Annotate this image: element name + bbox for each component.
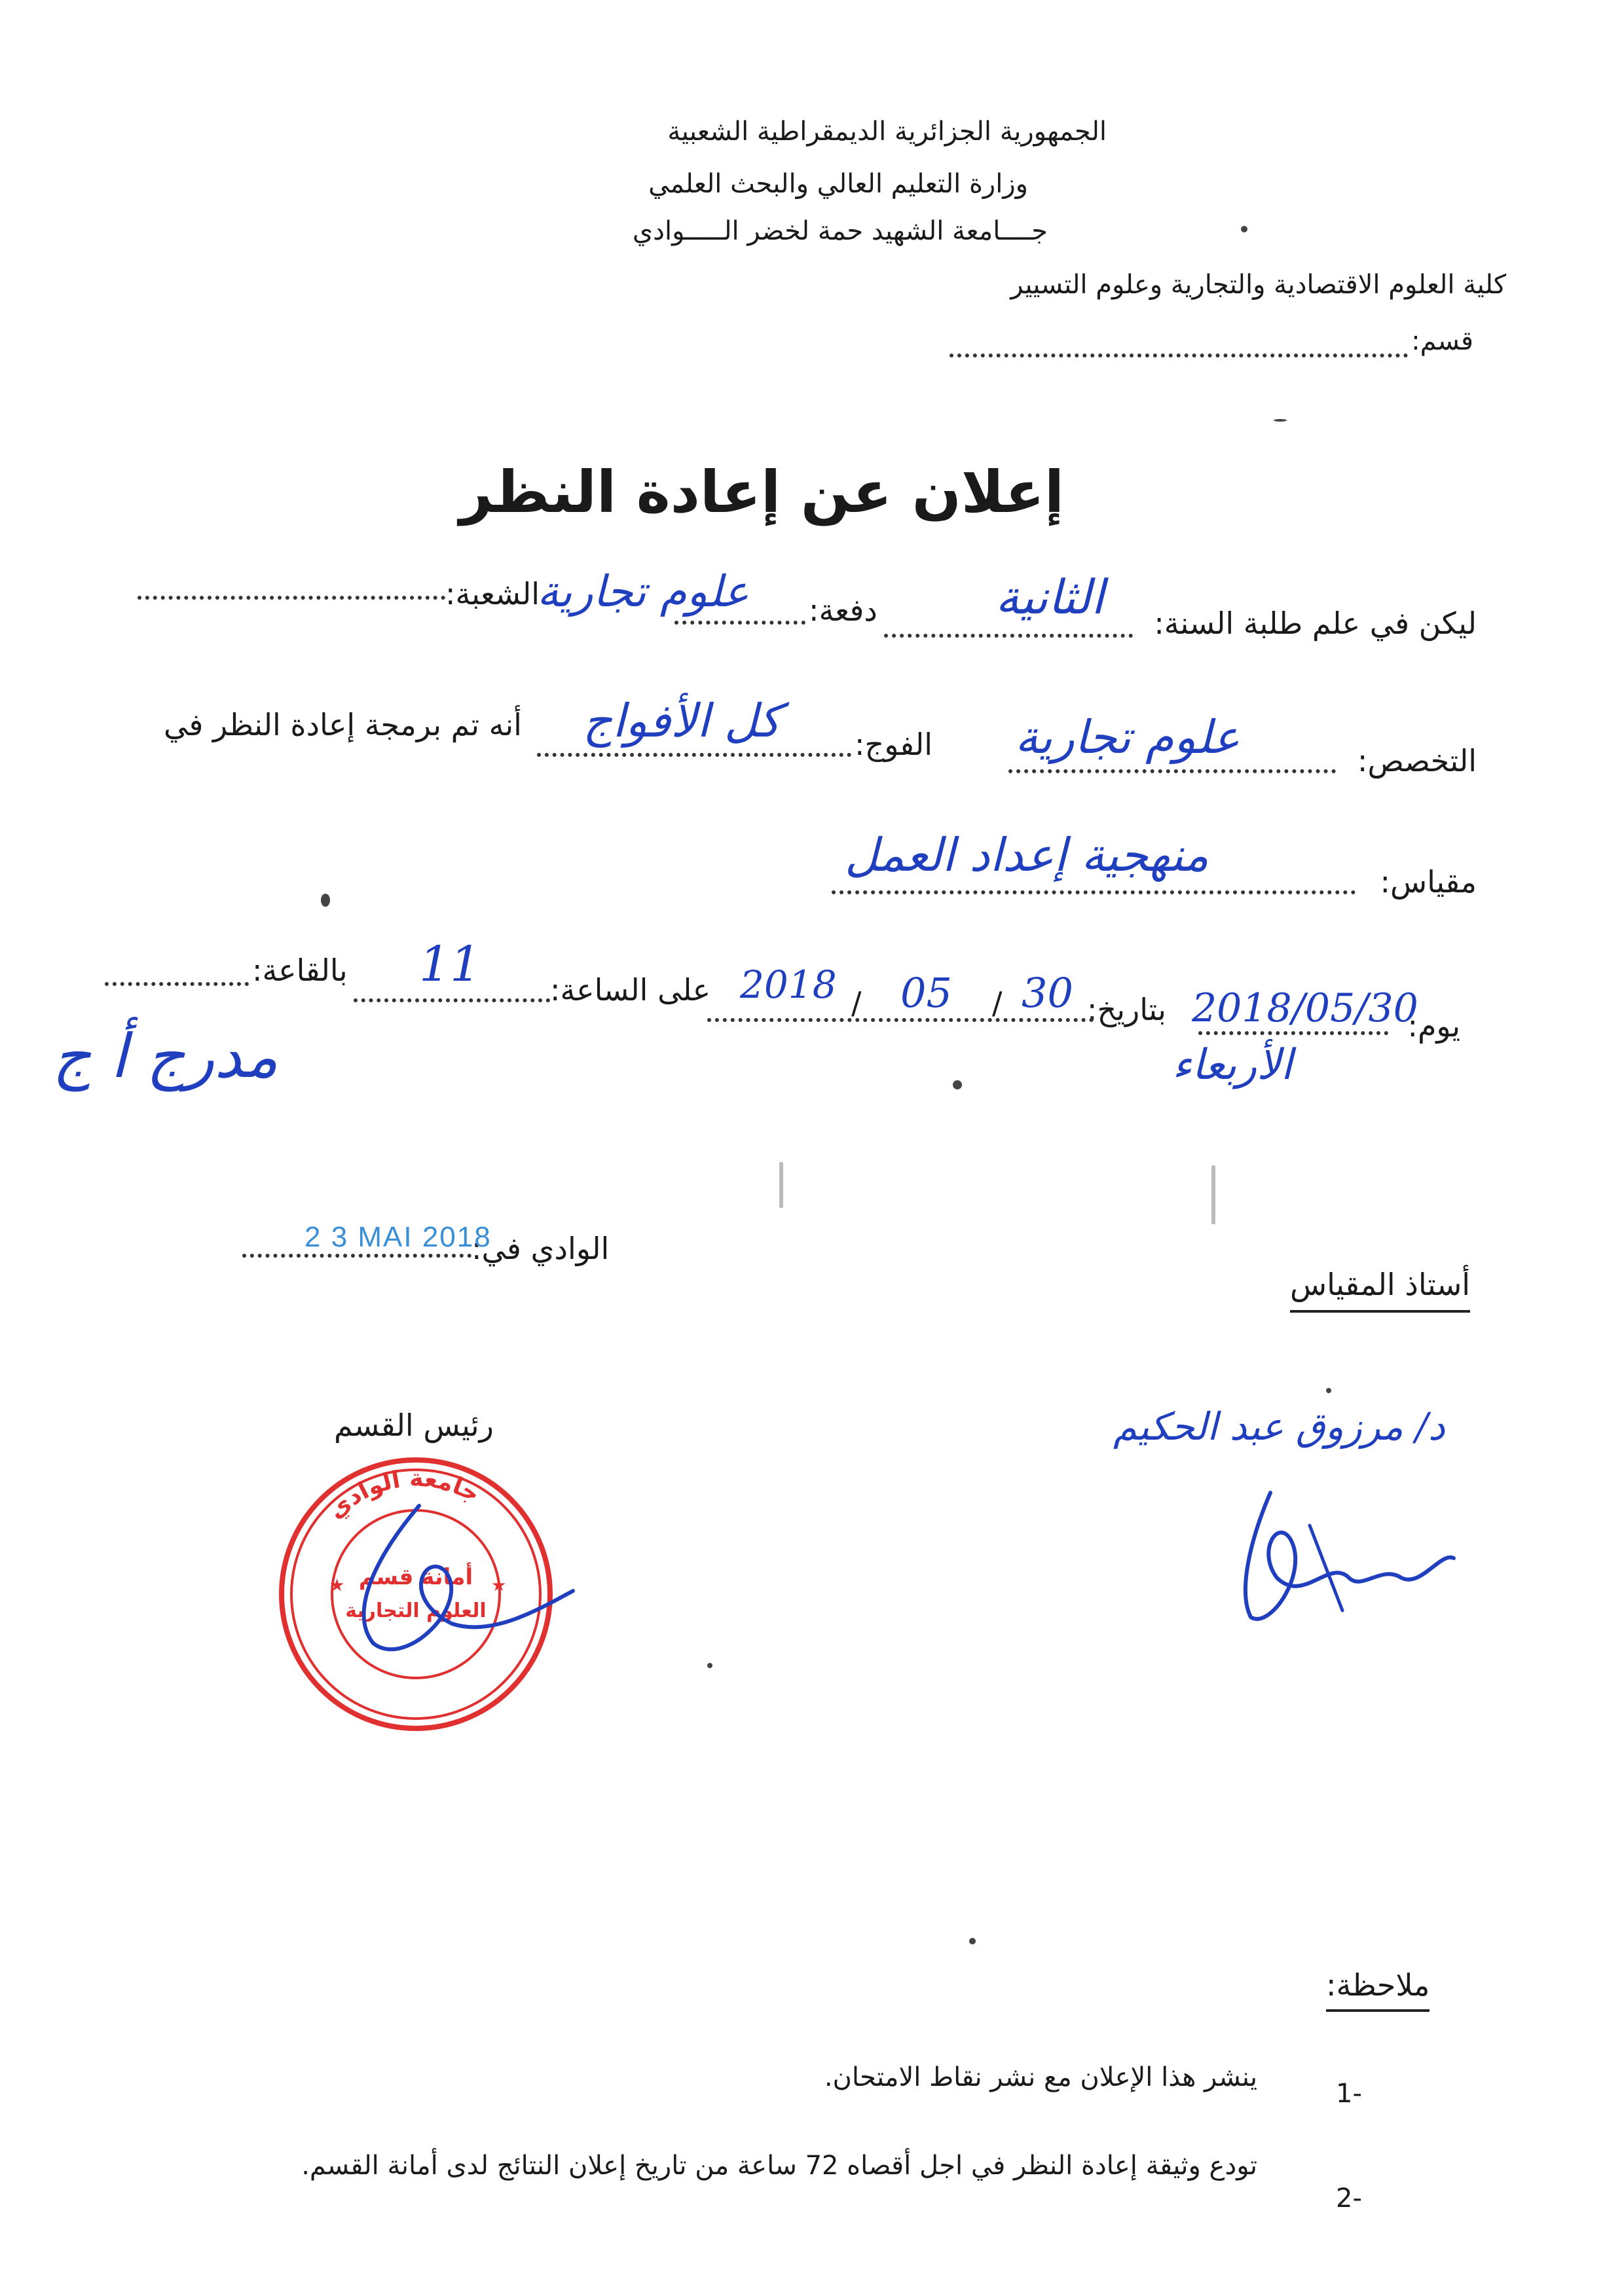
header-republic: الجمهورية الجزائرية الديمقراطية الشعبية <box>667 117 1107 147</box>
date-separator-2: / <box>851 985 862 1021</box>
day-dotted-line <box>1198 1031 1388 1035</box>
professor-signature-mark <box>1231 1480 1467 1630</box>
note-1-number: -1 <box>1336 2079 1362 2109</box>
subject-dotted-line <box>832 890 1356 894</box>
branch-handwritten: علوم تجارية <box>537 566 749 617</box>
note-1-text: ينشر هذا الإعلان مع نشر نقاط الامتحان. <box>824 2062 1257 2092</box>
room-dotted-line <box>105 982 249 986</box>
date-month-handwritten: 05 <box>900 969 952 1017</box>
date-dotted-line <box>707 1018 1094 1022</box>
time-label: على الساعة: <box>550 972 711 1008</box>
seal-center-line-2: العلوم التجارية <box>345 1599 487 1622</box>
note-2-number: -2 <box>1336 2183 1362 2214</box>
department-head-signature-mark <box>321 1499 583 1669</box>
specialty-dotted-line <box>1008 769 1336 773</box>
date-separator-1: / <box>992 985 1003 1021</box>
year-handwritten: الثانية <box>995 570 1104 625</box>
group-dotted-line <box>537 753 851 757</box>
date-day-handwritten: 30 <box>1022 969 1073 1017</box>
date-label: بتاريخ: <box>1087 992 1166 1027</box>
department-dotted-line <box>950 354 1408 357</box>
scan-speck <box>779 1162 783 1208</box>
date-year-handwritten: 2018 <box>740 962 837 1007</box>
batch-label: دفعة: <box>809 592 877 628</box>
place-dotted-line <box>242 1254 471 1258</box>
subject-handwritten: منهجية إعداد العمل <box>845 828 1209 882</box>
note-2-text: تودع وثيقة إعادة النظر في اجل أقصاه 72 ساعة من تاريخ إعلان النتائج لدى أمانة القسم. <box>301 2151 1257 2181</box>
header-faculty: كلية العلوم الاقتصادية والتجارية وعلوم التسيير <box>1010 270 1506 300</box>
room-label: بالقاعة: <box>252 953 348 988</box>
scan-speck <box>1274 419 1287 422</box>
place-label: الوادي في: <box>471 1231 610 1266</box>
svg-text:★: ★ <box>491 1576 507 1595</box>
scan-speck <box>1241 226 1247 232</box>
branch-label: الشعبة: <box>445 576 540 611</box>
seal-center-line-1: أمانة قسم <box>358 1564 473 1590</box>
time-dotted-line <box>354 998 550 1002</box>
scan-speck <box>321 894 330 907</box>
professor-name-handwritten: د/ مرزوق عبد الحكيم <box>1113 1404 1445 1449</box>
seal-ring-text: جامعة الوادي <box>323 1465 485 1525</box>
day-handwritten: 2018/05/30 <box>1192 985 1418 1031</box>
reexam-scheduled-text: أنه تم برمجة إعادة النظر في <box>164 707 522 742</box>
scan-speck <box>1211 1165 1215 1224</box>
subject-label: مقياس: <box>1380 864 1477 900</box>
header-ministry: وزارة التعليم العالي والبحث العلمي <box>648 169 1028 199</box>
room-handwritten: مدرج أ ج <box>52 1021 278 1091</box>
specialty-label: التخصص: <box>1357 743 1477 778</box>
scan-speck <box>707 1663 712 1668</box>
weekday-handwritten: الأربعاء <box>1172 1041 1293 1089</box>
department-head-label: رئيس القسم <box>334 1408 494 1443</box>
year-dotted-line <box>884 634 1133 638</box>
header-university: جــــامعة الشهيد حمة لخضر الـــــوادي <box>632 216 1048 246</box>
department-label: قسم: <box>1411 326 1473 356</box>
batch-dotted-line <box>674 621 805 625</box>
group-label: الفوج: <box>855 727 933 762</box>
specialty-handwritten: علوم تجارية <box>1015 710 1240 764</box>
scan-speck <box>953 1080 962 1089</box>
received-date-stamp: 2 3 MAI 2018 <box>304 1221 492 1253</box>
time-handwritten: 11 <box>419 936 481 993</box>
scan-speck <box>969 1938 976 1944</box>
professor-label: أستاذ المقياس <box>1290 1267 1470 1313</box>
svg-text:★: ★ <box>329 1576 345 1595</box>
branch-dotted-line <box>138 596 445 600</box>
group-handwritten: كل الأفواج <box>583 694 781 748</box>
day-label: يوم: <box>1407 1008 1460 1044</box>
notes-label: ملاحظة: <box>1326 1967 1430 2012</box>
scan-speck <box>1326 1388 1331 1393</box>
students-year-intro: ليكن في علم طلبة السنة: <box>1154 606 1477 641</box>
page-title: إعلان عن إعادة النظر <box>459 458 1064 526</box>
